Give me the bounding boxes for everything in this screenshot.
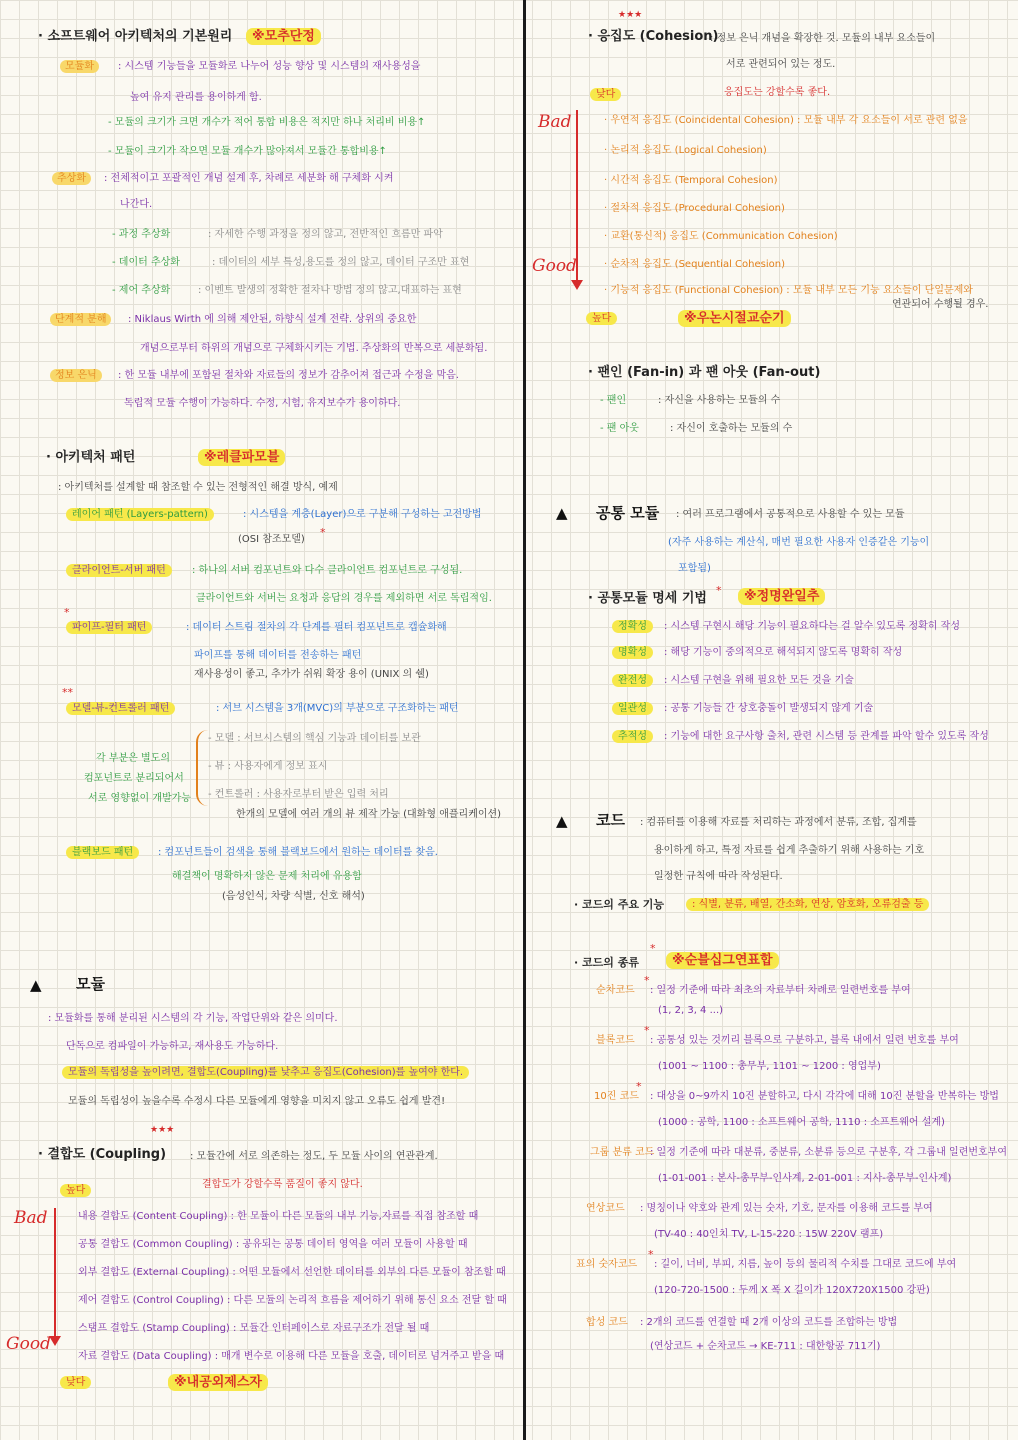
composite-code-value: : 2개의 코드를 연결할 때 2개 이상의 코드를 조합하는 방법	[640, 1317, 898, 1328]
star-icon: *	[716, 584, 722, 597]
cohesion-functional: · 기능적 응집도 (Functional Cohesion) : 모듈 내부 모든 기능 요소들이 단일문제와	[604, 285, 973, 296]
common-text-3: 포함됨)	[678, 563, 711, 574]
brace	[196, 730, 208, 806]
decimal-code-value: : 대상을 0~9까지 10진 분할하고, 다시 각각에 대해 10진 분할을 반복하는 방법	[650, 1091, 999, 1102]
modularization-bullet-1: - 모듈의 크기가 크면 개수가 적어 통합 비용은 적지만 하나 처리비 비용↑	[108, 117, 426, 128]
mnemonic-code-key: 연상코드	[586, 1203, 625, 1214]
spec-key-consistency: 일관성	[612, 702, 653, 715]
seq-code-example: (1, 2, 3, 4 ...)	[658, 1005, 724, 1016]
abstraction-control-key: - 제어 추상화	[112, 285, 171, 296]
star-icon: ★★★	[618, 10, 643, 20]
abstraction-text-2: 나간다.	[120, 199, 153, 210]
info-hiding-text-2: 독립적 모듈 수행이 가능하다. 수정, 시험, 유지보수가 용이하다.	[124, 398, 401, 409]
cohesion-functional-2: 연관되어 수행될 경우.	[892, 299, 989, 310]
stepwise-text-2: 개념으로부터 하위의 개념으로 구체화시키는 기법. 추상화의 반복으로 세분화됨.	[140, 343, 488, 354]
layer-pattern-text-2: (OSI 참조모델)	[238, 534, 305, 545]
label-mvc-pattern: 모델-뷰-컨트롤러 패턴	[66, 702, 175, 715]
architecture-pattern-desc: : 아키텍처를 설계할 때 참조할 수 있는 전형적인 해결 방식, 예제	[58, 482, 338, 493]
fan-out-key: - 팬 아웃	[600, 423, 639, 434]
client-server-text-1: : 하나의 서버 컴포넌트와 다수 클라이언트 컴포넌트로 구성됨.	[192, 565, 463, 576]
composite-code-key: 합성 코드	[586, 1317, 628, 1328]
fan-in-value: : 자신을 사용하는 모듈의 수	[658, 395, 781, 406]
cohesion-text-2: 서로 관련되어 있는 정도.	[726, 59, 836, 70]
column-divider	[523, 0, 526, 1440]
mnemonic-tag: ※순블십그연표합	[666, 952, 779, 969]
modularization-bullet-2: - 모듈이 크기가 작으면 모듈 개수가 많아져서 모듈간 통합비용↑	[108, 146, 387, 157]
spec-key-traceability: 추적성	[612, 730, 653, 743]
decimal-code-key: 10진 코드	[594, 1091, 639, 1102]
fan-in-key: - 팬인	[600, 395, 627, 406]
fan-title: · 팬인 (Fan-in) 과 팬 아웃 (Fan-out)	[588, 365, 821, 380]
client-server-text-2: 클라이언트와 서버는 요청과 응답의 경우를 제외하면 서로 독립적임.	[196, 593, 492, 604]
right-column	[530, 0, 1018, 1440]
section-title-code: 코드	[596, 811, 625, 829]
mvc-view: - 뷰 : 사용자에게 정보 표시	[208, 761, 328, 772]
mnemonic-tag: ※모추단정	[246, 28, 321, 45]
stepwise-text-1: : Niklaus Wirth 에 의해 제안된, 하향식 설계 전략. 상위의 중요한	[128, 314, 417, 325]
label-pipe-filter-pattern: 파이프-필터 패턴	[66, 621, 152, 634]
spec-value-clarity: : 해당 기능이 중의적으로 해석되지 않도록 명확히 작성	[664, 647, 903, 658]
triangle-icon: ▲	[30, 976, 42, 994]
abstraction-process-key: - 과정 추상화	[112, 229, 171, 240]
cohesion-text-3: 응집도는 강할수록 좋다.	[724, 87, 831, 98]
mnemonic-tag: ※레클파모블	[198, 449, 285, 466]
label-information-hiding: 정보 은닉	[50, 369, 102, 382]
section-title-common-module: 공통 모듈	[596, 504, 660, 522]
abstraction-data-value: : 데이터의 세부 특성,용도를 정의 않고, 데이터 구조만 표현	[212, 257, 470, 268]
abstraction-text-1: : 전체적이고 포괄적인 개념 설계 후, 차례로 세분화 해 구체화 시켜	[104, 173, 394, 184]
label-stepwise-refinement: 단계적 분해	[50, 313, 111, 326]
code-func-title: · 코드의 주요 기능	[574, 898, 665, 911]
spec-value-traceability: : 기능에 대한 요구사항 출처, 관련 시스템 등 관계를 파악 할수 있도록 작성	[664, 731, 989, 742]
cohesion-text-1: : 정보 은닉 개념을 확장한 것. 모듈의 내부 요소들이	[710, 33, 936, 44]
section-title-module: 모듈	[76, 975, 105, 993]
star-icon: *	[650, 942, 656, 955]
code-text-3: 일정한 규칙에 따라 작성된다.	[654, 871, 783, 882]
mvc-side-note-1: 각 부분은 별도의	[96, 753, 170, 764]
code-text-1: : 컴퓨터를 이용해 자료를 처리하는 과정에서 분류, 조합, 집계를	[640, 817, 917, 828]
blackboard-text-1: : 컴포넌트들이 검색을 통해 블랙보드에서 원하는 데이터를 찾음.	[158, 847, 438, 858]
star-icon: *	[636, 1080, 642, 1093]
fan-out-value: : 자신이 호출하는 모듈의 수	[670, 423, 793, 434]
label-good: Good	[6, 1334, 51, 1354]
label-abstraction: 추상화	[52, 172, 91, 185]
common-text-2: (자주 사용하는 계산식, 매번 필요한 사용자 인증같은 기능이	[668, 537, 930, 548]
star-icon: *	[320, 526, 326, 539]
mnemonic-tag: ※정명완일추	[738, 588, 825, 605]
mvc-model: - 모델 : 서브시스템의 핵심 기능과 데이터를 보관	[208, 733, 421, 744]
star-icon: *	[644, 974, 650, 987]
block-code-value: : 공통성 있는 것끼리 블록으로 구분하고, 블록 내에서 일련 번호를 부여	[650, 1035, 959, 1046]
cohesion-procedural: · 절차적 응집도 (Procedural Cohesion)	[604, 203, 785, 214]
info-hiding-text-1: : 한 모듈 내부에 포함된 절차와 자료들의 정보가 감추어져 접근과 수정을 막음.	[118, 370, 459, 381]
cohesion-title: · 응집도 (Cohesion)	[588, 29, 719, 44]
coupling-title: · 결합도 (Coupling)	[38, 1147, 167, 1162]
pipe-filter-text-2: 파이프를 통해 데이터를 전송하는 패턴	[194, 650, 362, 661]
mnemonic-tag: ※내공외제스자	[168, 1374, 268, 1391]
code-text-2: 용이하게 하고, 특정 자료를 쉽게 추출하기 위해 사용하는 기호	[654, 845, 925, 856]
modularization-text-1: : 시스템 기능들을 모듈화로 나누어 성능 향상 및 시스템의 재사용성을	[118, 61, 421, 72]
block-code-key: 블록코드	[596, 1035, 635, 1046]
spec-title: · 공통모듈 명세 기법	[588, 591, 707, 606]
coupling-control: 제어 결합도 (Control Coupling) : 다른 모듈의 논리적 흐름을 제어하기 위해 통신 요소 전달 할 때	[78, 1295, 507, 1306]
spec-key-clarity: 명확성	[612, 646, 653, 659]
pipe-filter-text-1: : 데이터 스트림 절차의 각 단계를 필터 컴포넌트로 캡슐화해	[186, 622, 447, 633]
cohesion-sequential: · 순차적 응집도 (Sequential Cohesion)	[604, 259, 785, 270]
mnemonic-code-example: (TV-40 : 40인치 TV, L-15-220 : 15W 220V 램프)	[654, 1229, 884, 1240]
abstraction-process-value: : 자세한 수행 과정을 정의 않고, 전반적인 흐름만 파악	[208, 229, 443, 240]
triangle-icon: ▲	[556, 504, 568, 522]
label-blackboard-pattern: 블랙보드 패턴	[66, 846, 139, 859]
coupling-text-2: 결합도가 강할수록 품질이 좋지 않다.	[202, 1179, 363, 1190]
abstraction-control-value: : 이벤트 발생의 정확한 절차나 방법 정의 않고,대표하는 표현	[198, 285, 462, 296]
coupling-common: 공통 결합도 (Common Coupling) : 공유되는 공통 데이터 영역을 여러 모듈이 사용할 때	[78, 1239, 468, 1250]
module-text-2: 단독으로 컴파일이 가능하고, 재사용도 가능하다.	[66, 1041, 279, 1052]
cohesion-coincidental: · 우연적 응집도 (Coincidental Cohesion) : 모듈 내부 각 요소들이 서로 관련 없을	[604, 115, 968, 126]
spec-value-accuracy: : 시스템 구현시 해당 기능이 필요하다는 걸 알수 있도록 정확히 작성	[664, 621, 960, 632]
star-icon: *	[64, 606, 70, 619]
module-text-4: 모듈의 독립성이 높을수록 수정시 다른 모듈에게 영향을 미치지 않고 오류도 쉽게 발견!	[68, 1096, 446, 1107]
seq-code-value: : 일정 기준에 따라 최초의 자료부터 차례로 일련번호를 부여	[650, 985, 911, 996]
group-code-value: : 일정 기준에 따라 대분류, 중분류, 소분류 등으로 구분후, 각 그룹내 일련번호부여	[650, 1147, 1007, 1158]
significant-code-value: : 길이, 너비, 부피, 지름, 높이 등의 물리적 수치를 그대로 코드에 부여	[654, 1259, 957, 1270]
label-modularization: 모듈화	[60, 60, 99, 73]
star-icon: *	[648, 1248, 654, 1261]
layer-pattern-text-1: : 시스템을 계층(Layer)으로 구분해 구성하는 고전방법	[243, 509, 482, 520]
section-title-architecture-principles: · 소프트웨어 아키텍처의 기본원리	[38, 29, 233, 44]
label-good: Good	[532, 256, 577, 276]
label-client-server-pattern: 클라이언트-서버 패턴	[66, 564, 172, 577]
coupling-external: 외부 결합도 (External Coupling) : 어떤 모듈에서 선언한 데이터를 외부의 다른 모듈이 참조할 때	[78, 1267, 506, 1278]
blackboard-text-3: (음성인식, 차량 식별, 신호 해석)	[222, 891, 365, 902]
seq-code-key: 순차코드	[596, 985, 635, 996]
significant-code-key: 표의 숫자코드	[576, 1259, 638, 1270]
block-code-example: (1001 ~ 1100 : 총무부, 1101 ~ 1200 : 영업부)	[658, 1061, 881, 1072]
module-text-3: 모듈의 독립성을 높이려면, 결합도(Coupling)를 낮추고 응집도(Cohesion)를 높여야 한다.	[62, 1066, 469, 1079]
star-icon: ★★★	[150, 1125, 175, 1135]
label-high: 높다	[586, 312, 617, 325]
arrow-head-icon	[571, 280, 583, 290]
decimal-code-example: (1000 : 공학, 1100 : 소프트웨어 공학, 1110 : 소프트웨어 설계)	[658, 1117, 945, 1128]
module-text-1: : 모듈화를 통해 분리된 시스템의 각 기능, 작업단위와 같은 의미다.	[48, 1013, 338, 1024]
pipe-filter-text-3: 재사용성이 좋고, 추가가 쉬워 확장 용이 (UNIX 의 쉘)	[194, 669, 429, 680]
cohesion-logical: · 논리적 응집도 (Logical Cohesion)	[604, 145, 767, 156]
section-title-architecture-pattern: · 아키텍처 패턴	[46, 450, 136, 465]
mnemonic-tag: ※우논시절교순기	[678, 310, 791, 327]
cohesion-temporal: · 시간적 응집도 (Temporal Cohesion)	[604, 175, 778, 186]
coupling-data: 자료 결합도 (Data Coupling) : 매개 변수로 이용해 다른 모듈을 호출, 데이터로 넘겨주고 받을 때	[78, 1351, 505, 1362]
mvc-controller: - 컨트롤러 : 사용자로부터 받은 입력 처리	[208, 789, 389, 800]
blackboard-text-2: 해결책이 명확하지 않은 문제 처리에 유용함	[172, 871, 362, 882]
composite-code-example: (연상코드 + 순차코드 → KE-711 : 대한항공 711기)	[650, 1341, 881, 1352]
significant-code-example: (120-720-1500 : 두께 X 폭 X 길이가 120X720X1500 강판)	[654, 1285, 930, 1296]
triangle-icon: ▲	[556, 812, 568, 830]
arrow-down-icon	[54, 1208, 56, 1336]
star-icon: **	[62, 686, 73, 699]
mnemonic-code-value: : 명칭이나 약호와 관계 있는 숫자, 기호, 문자를 이용해 코드를 부여	[640, 1203, 933, 1214]
label-high: 높다	[60, 1184, 91, 1197]
code-kind-title: · 코드의 종류	[574, 956, 639, 969]
label-low: 낮다	[60, 1376, 91, 1389]
common-text-1: : 여러 프로그램에서 공통적으로 사용할 수 있는 모듈	[676, 509, 905, 520]
abstraction-data-key: - 데이터 추상화	[112, 257, 180, 268]
coupling-stamp: 스탬프 결합도 (Stamp Coupling) : 모듈간 인터페이스로 자료구조가 전달 될 때	[78, 1323, 430, 1334]
modularization-text-2: 높여 유지 관리를 용이하게 함.	[130, 92, 262, 103]
label-layer-pattern: 레이어 패턴 (Layers-pattern)	[66, 508, 214, 521]
mvc-text-1: : 서브 시스템을 3개(MVC)의 부분으로 구조화하는 패턴	[216, 703, 459, 714]
label-bad: Bad	[14, 1208, 48, 1228]
code-func-value: : 식별, 분류, 배열, 간소화, 연상, 암호화, 오류검출 등	[686, 898, 929, 911]
coupling-content: 내용 결합도 (Content Coupling) : 한 모듈이 다른 모듈의 내부 기능,자료를 직접 참조할 때	[78, 1211, 479, 1222]
coupling-text-1: : 모듈간에 서로 의존하는 정도, 두 모듈 사이의 연관관계.	[190, 1151, 438, 1162]
spec-key-completeness: 완전성	[612, 674, 653, 687]
mvc-text-5: 한개의 모델에 여러 개의 뷰 제작 가능 (대화형 애플리케이션)	[236, 809, 502, 820]
spec-key-accuracy: 정확성	[612, 620, 653, 633]
group-code-example: (1-01-001 : 본사-총무부-인사계, 2-01-001 : 지사-총무부-인사계)	[658, 1173, 952, 1184]
spec-value-consistency: : 공통 기능들 간 상호충돌이 발생되지 않게 기술	[664, 703, 874, 714]
cohesion-communication: · 교환(통신적) 응집도 (Communication Cohesion)	[604, 231, 838, 242]
label-low: 낮다	[590, 88, 621, 101]
spec-value-completeness: : 시스템 구현을 위해 필요한 모든 것을 기술	[664, 675, 854, 686]
label-bad: Bad	[538, 112, 572, 132]
mvc-side-note-3: 서로 영향없이 개발가능	[88, 793, 191, 804]
group-code-key: 그룹 분류 코드	[590, 1147, 655, 1158]
mvc-side-note-2: 컴포넌트로 분리되어서	[84, 773, 184, 784]
star-icon: *	[644, 1024, 650, 1037]
